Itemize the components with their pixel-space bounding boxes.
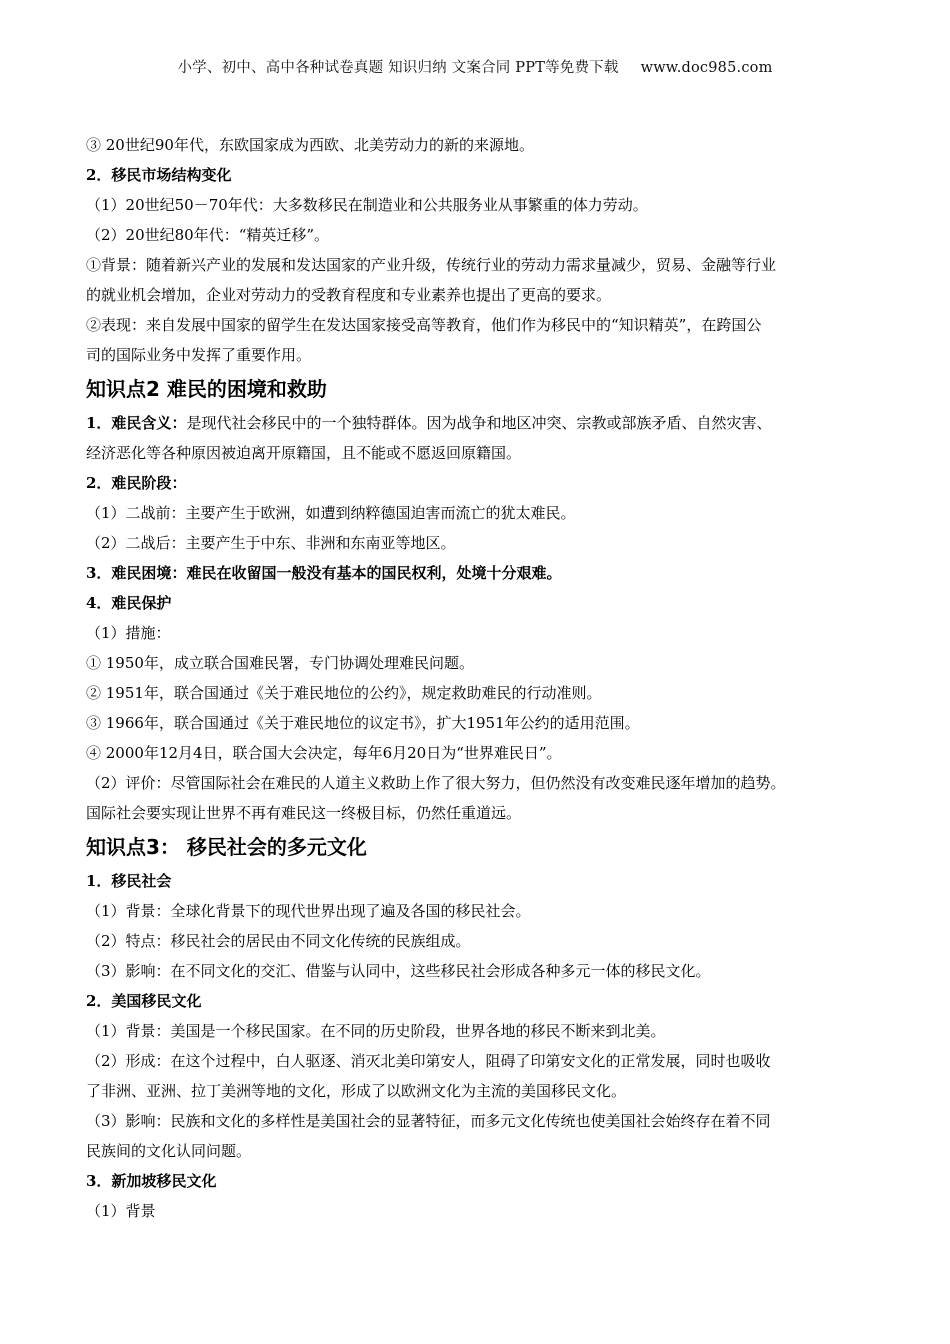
line-text: （1）背景：美国是一个移民国家。在不同的历史阶段，世界各地的移民不断来到北美。	[86, 1022, 666, 1040]
text-line	[86, 190, 866, 220]
line-text: （2）形成：在这个过程中，白人驱逐、消灭北美印第安人，阻碍了印第安文化的正常发展，同时也吸收	[86, 1052, 771, 1070]
text-line	[86, 408, 866, 438]
line-text: 是现代社会移民中的一个独特群体。因为战争和地区冲突、宗教或部族矛盾、自然灾害、	[186, 414, 772, 432]
text-line	[86, 1046, 866, 1076]
line-text: 了非洲、亚洲、拉丁美洲等地的文化，形成了以欧洲文化为主流的美国移民文化。	[86, 1082, 627, 1100]
text-line	[86, 618, 866, 648]
line-text: ① 1950年，成立联合国难民署，专门协调处理难民问题。	[86, 654, 474, 672]
line-text: ①背景：随着新兴产业的发展和发达国家的产业升级，传统行业的劳动力需求量减少，贸易、金融等行业	[86, 256, 777, 274]
subheading-line: 1．移民社会	[86, 872, 172, 890]
line-text: 的就业机会增加，企业对劳动力的受教育程度和专业素养也提出了更高的要求。	[86, 286, 612, 304]
line-text: （2）二战后：主要产生于中东、非洲和东南亚等地区。	[86, 534, 456, 552]
line-text: （1）措施：	[86, 624, 171, 642]
text-line	[86, 1136, 866, 1166]
line-text: （1）背景	[86, 1202, 156, 1220]
section-heading: 知识点2 难民的困境和救助	[86, 377, 327, 401]
text-line	[86, 280, 866, 310]
text-line	[86, 648, 866, 678]
line-text: ④ 2000年12月4日，联合国大会决定，每年6月20日为“世界难民日”。	[86, 744, 562, 762]
subheading-line: 3．难民困境：难民在收留国一般没有基本的国民权利，处境十分艰难。	[86, 564, 562, 582]
text-line	[86, 1106, 866, 1136]
line-text: 国际社会要实现让世界不再有难民这一终极目标，仍然任重道远。	[86, 804, 522, 822]
header-text: 小学、初中、高中各种试卷真题 知识归纳 文案合同 PPT等免费下载	[177, 60, 619, 76]
line-text: 经济恶化等各种原因被迫离开原籍国，且不能或不愿返回原籍国。	[86, 444, 522, 462]
text-line	[86, 798, 866, 828]
text-line	[86, 956, 866, 986]
subheading-line: 2．移民市场结构变化	[86, 166, 232, 184]
line-text: ③ 1966年，联合国通过《关于难民地位的议定书》，扩大1951年公约的适用范围。	[86, 714, 640, 732]
line-text: （3）影响：民族和文化的多样性是美国社会的显著特征，而多元文化传统也使美国社会始终存在着不同	[86, 1112, 771, 1130]
text-line	[86, 738, 866, 768]
text-line	[86, 220, 866, 250]
text-line	[86, 250, 866, 280]
header-url: www.doc985.com	[640, 60, 773, 76]
line-text: ②表现：来自发展中国家的留学生在发达国家接受高等教育，他们作为移民中的“知识精英”，在跨国公	[86, 316, 762, 334]
line-text: （1）20世纪50－70年代：大多数移民在制造业和公共服务业从事繁重的体力劳动。	[86, 196, 648, 214]
text-line	[86, 896, 866, 926]
text-line	[86, 768, 866, 798]
subheading-line: 3．新加坡移民文化	[86, 1172, 217, 1190]
text-line	[86, 678, 866, 708]
subheading-line: 2．难民阶段：	[86, 474, 187, 492]
line-text: （3）影响：在不同文化的交汇、借鉴与认同中，这些移民社会形成各种多元一体的移民文化。	[86, 962, 711, 980]
subheading-line: 4．难民保护	[86, 594, 172, 612]
text-line	[86, 1196, 866, 1226]
text-line	[86, 340, 866, 370]
text-line	[86, 498, 866, 528]
text-line	[86, 310, 866, 340]
text-line	[86, 708, 866, 738]
text-line	[86, 438, 866, 468]
line-text: ② 1951年，联合国通过《关于难民地位的公约》，规定救助难民的行动准则。	[86, 684, 602, 702]
section-heading: 知识点3： 移民社会的多元文化	[86, 835, 367, 859]
text-line	[86, 1076, 866, 1106]
line-text: （2）特点：移民社会的居民由不同文化传统的民族组成。	[86, 932, 471, 950]
text-line	[86, 528, 866, 558]
line-text: ③ 20世纪90年代，东欧国家成为西欧、北美劳动力的新的来源地。	[86, 136, 534, 154]
subheading-line: 2．美国移民文化	[86, 992, 202, 1010]
line-text: 司的国际业务中发挥了重要作用。	[86, 346, 312, 364]
text-line	[86, 926, 866, 956]
line-text: （2）20世纪80年代：“精英迁移”。	[86, 226, 330, 244]
line-text: （1）背景：全球化背景下的现代世界出现了遍及各国的移民社会。	[86, 902, 531, 920]
line-text: （2）评价：尽管国际社会在难民的人道主义救助上作了很大努力，但仍然没有改变难民逐年增加的趋势。	[86, 774, 786, 792]
document-body	[86, 130, 866, 1226]
line-text: 民族间的文化认同问题。	[86, 1142, 252, 1160]
line-text: （1）二战前：主要产生于欧洲，如遭到纳粹德国迫害而流亡的犹太难民。	[86, 504, 576, 522]
text-line	[86, 1016, 866, 1046]
bold-prefix: 1．难民含义：	[86, 414, 187, 432]
page-header	[0, 56, 950, 77]
text-line	[86, 130, 866, 160]
